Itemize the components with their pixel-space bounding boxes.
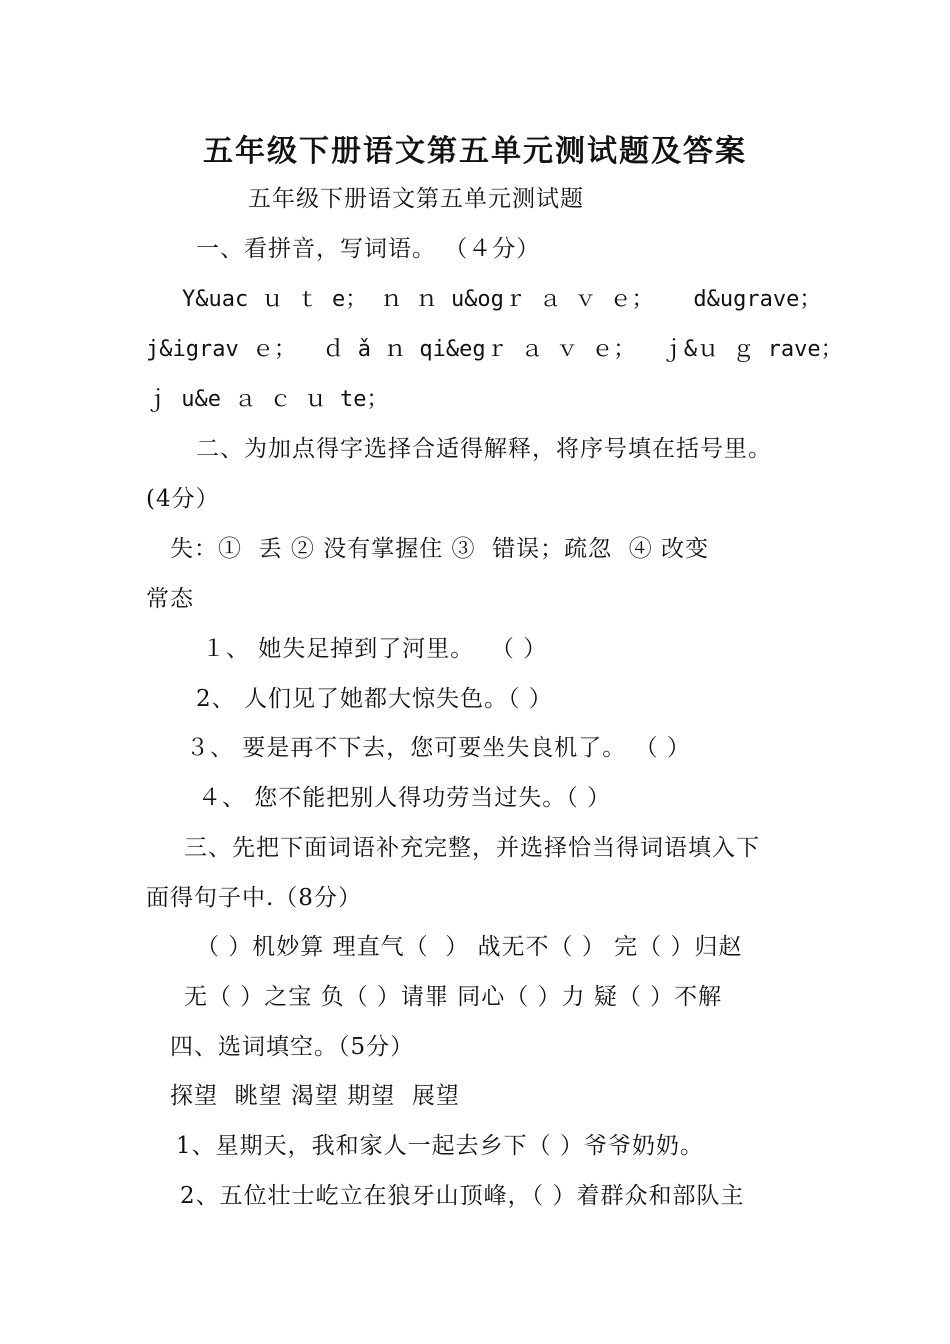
document-title: 五年级下册语文第五单元测试题及答案 bbox=[203, 134, 747, 169]
section3-heading: 三、先把下面词语补充完整，并选择恰当得词语填入下 bbox=[184, 835, 760, 861]
section4-words: 探望 眺望 渴望 期望 展望 bbox=[170, 1083, 460, 1109]
section3-heading-cont: 面得句子中.（8分） bbox=[146, 885, 362, 911]
section4-question-2: 2、五位壮士屹立在狼牙山顶峰，（ ）着群众和部队主 bbox=[180, 1183, 745, 1209]
document-subtitle: 五年级下册语文第五单元测试题 bbox=[248, 186, 584, 212]
section2-question-4: ４、 您不能把别人得功劳当过失。（ ） bbox=[198, 785, 612, 811]
section2-heading-cont: (4分） bbox=[146, 486, 220, 512]
section3-row-1: （ ）机妙算 理直气（ ） 战无不（ ） 完（ ）归赵 bbox=[196, 934, 743, 960]
section4-heading: 四、选词填空。（5分） bbox=[170, 1034, 415, 1060]
pinyin-line-2: j&igrav ｅ； ｄ ǎ ｎ qi&egｒ ａ ｖ ｅ； ｊ&ｕ ｇ rave； bbox=[146, 337, 843, 362]
section3-row-2: 无（ ）之宝 负（ ）请罪 同心（ ）力 疑（ ）不解 bbox=[184, 984, 723, 1010]
pinyin-line-1: Y&uac ｕ ｔ e； ｎ ｎ u&ogｒ ａ ｖ ｅ； d&ugrave； bbox=[182, 287, 822, 312]
section4-question-1: 1、星期天，我和家人一起去乡下（ ）爷爷奶奶。 bbox=[176, 1133, 704, 1159]
pinyin-line-3: ｊ u&e ａ ｃ ｕ te； bbox=[146, 387, 389, 412]
section2-question-1: １、 她失足掉到了河里。 （ ） bbox=[202, 636, 548, 662]
section2-options-cont: 常态 bbox=[146, 586, 194, 612]
section2-question-2: 2、 人们见了她都大惊失色。（ ） bbox=[196, 686, 553, 712]
section2-heading: 二、为加点得字选择合适得解释，将序号填在括号里。 bbox=[196, 436, 772, 462]
section1-heading: 一、看拼音，写词语。 （４分） bbox=[196, 236, 541, 262]
section2-question-3: ３、 要是再不下去，您可要坐失良机了。 （ ） bbox=[186, 735, 691, 761]
section2-options: 失：① 丢 ② 没有掌握住 ③ 错误；疏忽 ④ 改变 bbox=[170, 536, 710, 562]
